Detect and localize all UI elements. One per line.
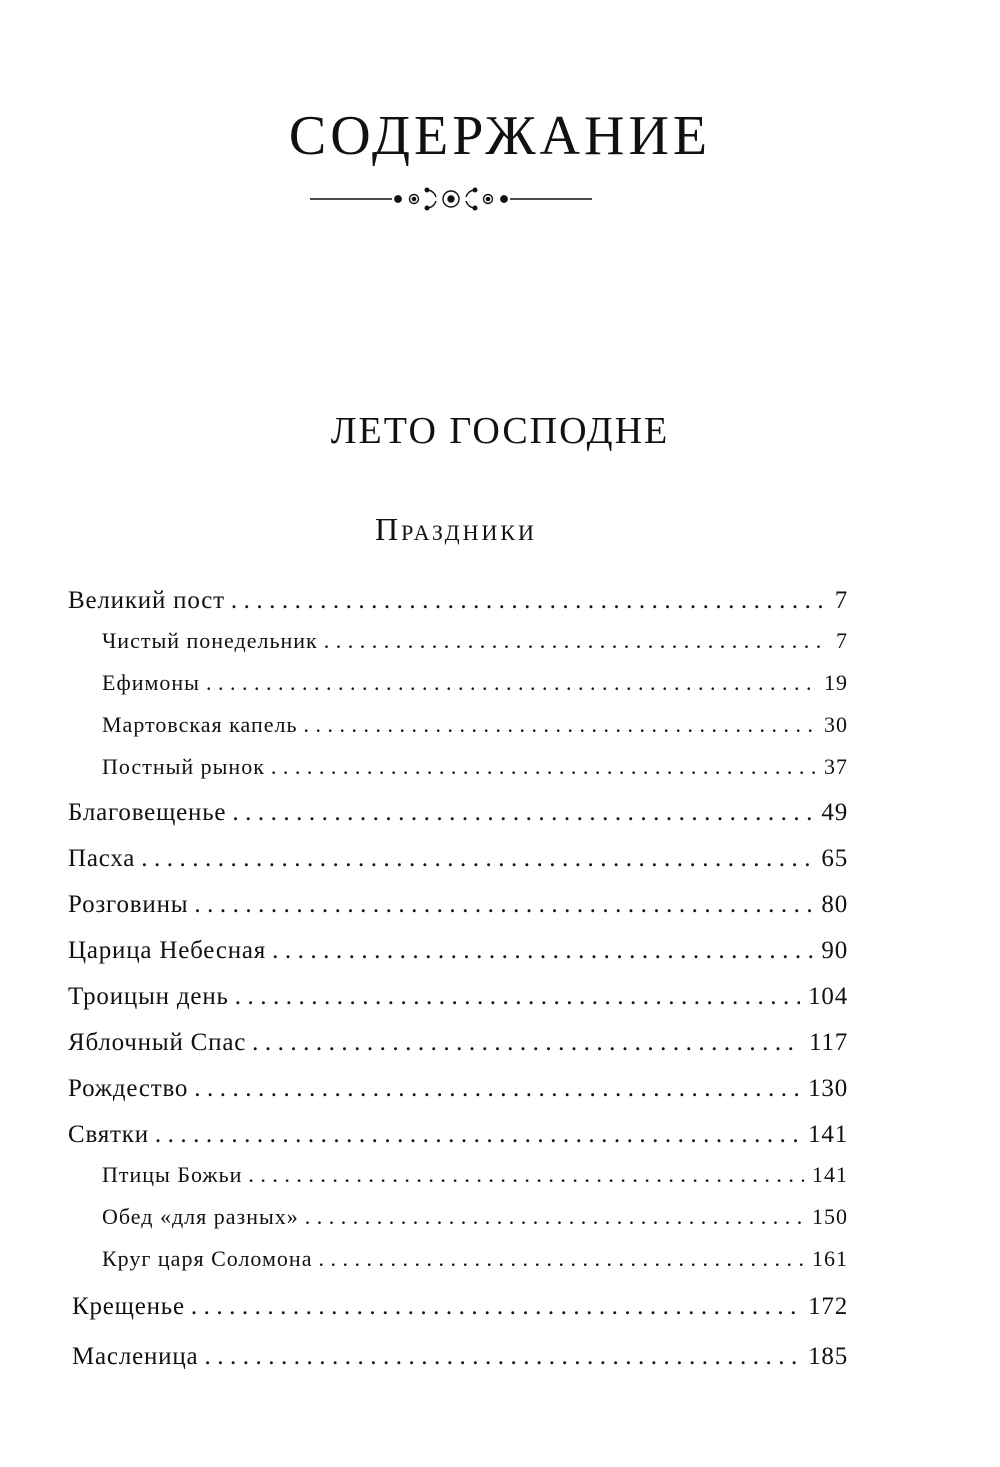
dot-leader (206, 672, 816, 694)
toc-subentry[interactable] (102, 1248, 848, 1270)
toc-page-number: 37 (824, 754, 848, 779)
toc-entry-title: Чистый понедельник (102, 628, 318, 653)
toc-entry-title: Круг царя Соломона (102, 1246, 313, 1271)
toc-entry-title: Обед «для разных» (102, 1204, 299, 1229)
toc-page-number: 172 (808, 1293, 848, 1320)
dot-leader (272, 938, 813, 963)
toc-subentry[interactable] (102, 1206, 848, 1228)
toc-page-number: 7 (834, 587, 848, 614)
toc-entry[interactable] (68, 892, 848, 917)
toc-page-number: 7 (836, 628, 848, 653)
toc-entry-title: Троицын день (68, 983, 229, 1010)
toc-page-number: 30 (824, 712, 848, 737)
toc-entry[interactable] (68, 1122, 848, 1147)
toc-entry-title: Святки (68, 1121, 149, 1148)
toc-entry[interactable] (72, 1344, 848, 1369)
toc-entry[interactable] (68, 1076, 848, 1101)
toc-page-number: 185 (808, 1343, 848, 1370)
dot-leader (304, 714, 816, 736)
toc-entry[interactable] (68, 588, 848, 613)
toc-entry[interactable] (68, 800, 848, 825)
dot-leader (155, 1122, 800, 1147)
dot-leader (194, 1076, 800, 1101)
dot-leader (248, 1164, 804, 1186)
toc-entry-title: Великий пост (68, 587, 225, 614)
dot-leader (231, 588, 827, 613)
toc-subentry[interactable] (102, 1164, 848, 1186)
toc-entry-title: Розговины (68, 891, 189, 918)
page-title: СОДЕРЖАНИЕ (288, 105, 712, 167)
toc-page-number: 80 (821, 891, 848, 918)
toc-entry-title: Пасха (68, 845, 136, 872)
toc-subentry[interactable] (102, 672, 848, 694)
part-title: ЛЕТО ГОСПОДНЕ (330, 410, 670, 452)
dot-leader (141, 846, 813, 871)
toc-entry[interactable] (68, 1030, 848, 1055)
toc-subentry[interactable] (102, 630, 848, 652)
toc-page-number: 161 (812, 1246, 848, 1271)
toc-entry-title: Царица Небесная (68, 937, 267, 964)
toc-entry[interactable] (68, 938, 848, 963)
toc-entry-title: Ефимоны (102, 670, 200, 695)
dot-leader (271, 756, 816, 778)
dot-leader (324, 630, 828, 652)
toc-entry-title: Яблочный Спас (68, 1029, 247, 1056)
toc-page-number: 130 (808, 1075, 848, 1102)
toc-entry-title: Мартовская капель (102, 712, 298, 737)
dot-leader (204, 1344, 800, 1369)
dot-leader (235, 984, 800, 1009)
dot-leader (318, 1248, 804, 1270)
toc-entry[interactable] (68, 846, 848, 871)
dot-leader (191, 1294, 800, 1319)
dot-leader (232, 800, 813, 825)
toc-page-number: 65 (821, 845, 848, 872)
dot-leader (194, 892, 813, 917)
toc-page-number: 150 (812, 1204, 848, 1229)
toc-page-number: 90 (821, 937, 848, 964)
toc-subentry[interactable] (102, 756, 848, 778)
toc-page-number: 141 (812, 1162, 848, 1187)
toc-page-number: 104 (808, 983, 848, 1010)
toc-entry-title: Постный рынок (102, 754, 265, 779)
toc-page-number: 49 (821, 799, 848, 826)
toc-page-number: 141 (808, 1121, 848, 1148)
toc-entry-title: Рождество (68, 1075, 189, 1102)
section-title: Праздники (375, 511, 537, 547)
toc-entry[interactable] (68, 984, 848, 1009)
dot-leader (305, 1206, 804, 1228)
toc-entry[interactable] (72, 1294, 848, 1319)
toc-subentry[interactable] (102, 714, 848, 736)
toc-entry-title: Крещенье (72, 1293, 185, 1320)
toc-entry-title: Благовещенье (68, 799, 227, 826)
toc-page-number: 19 (824, 670, 848, 695)
dot-leader (252, 1030, 801, 1055)
toc-entry-title: Масленица (72, 1343, 199, 1370)
decorative-flourish-icon (310, 182, 592, 216)
toc-page-number: 117 (809, 1029, 848, 1056)
toc-entry-title: Птицы Божьи (102, 1162, 243, 1187)
